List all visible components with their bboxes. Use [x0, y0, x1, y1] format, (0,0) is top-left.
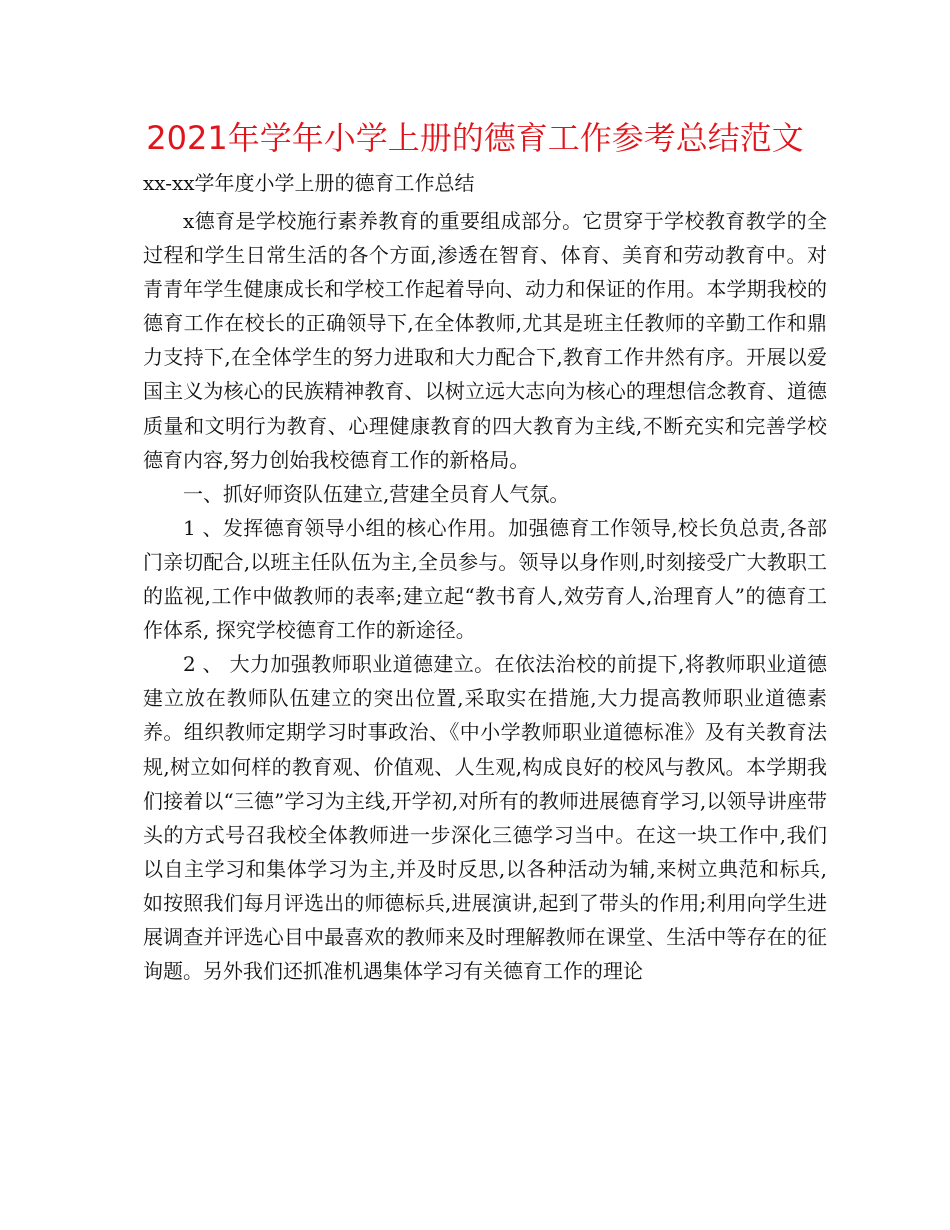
paragraph-section-heading: 一、抓好师资队伍建立,营建全员育人气氛。: [183, 481, 570, 506]
document-body: [143, 204, 827, 988]
paragraph-item-2: 2 、 大力加强教师职业道德建立。在依法治校的前提下,将教师职业道德建立放在教师队伍建立的突出位置,采取实在措施,大力提高教师职业道德素养。组织教师定期学习时事政治、《中小学教师职业道德标准》及有关教育法规,树立如何样的教育观、价值观、人生观,构成良好的校风与教风。本学期我们接着以“三德”学习为主线,开学初,对所有的教师进展德育学习,以领导讲座带头的方式号召我校全体教师进一步深化三德学习当中。在这一块工作中,我们以自主学习和集体学习为主,并及时反思,以各种活动为辅,来树立典范和标兵,如按照我们每月评选出的师德标兵,进展演讲,起到了带头的作用;利用向学生进展调查并评选心目中最喜欢的教师来及时理解教师在课堂、生活中等存在的征询题。另外我们还抓准机遇集体学习有关德育工作的理论: [143, 652, 827, 984]
paragraph-item-1: 1 、发挥德育领导小组的核心作用。加强德育工作领导,校长负总责,各部门亲切配合,以班主任队伍为主,全员参与。领导以身作则,时刻接受广大教职工的监视,工作中做教师的表率;建立起“教书育人,效劳育人,治理育人”的德育工作体系, 探究学校德育工作的新途径。: [143, 515, 827, 643]
document-title: 2021年学年小学上册的德育工作参考总结范文: [146, 119, 804, 157]
paragraph-intro: x德育是学校施行素养教育的重要组成部分。它贯穿于学校教育教学的全过程和学生日常生活的各个方面,渗透在智育、体育、美育和劳动教育中。对青青年学生健康成长和学校工作起着导向、动力和保证的作用。本学期我校的德育工作在校长的正确领导下,在全体教师,尤其是班主任教师的辛勤工作和鼎力支持下,在全体学生的努力进取和大力配合下,教育工作井然有序。开展以爱国主义为核心的民族精神教育、以树立远大志向为核心的理想信念教育、道德质量和文明行为教育、心理健康教育的四大教育为主线,不断充实和完善学校德育内容,努力创始我校德育工作的新格局。: [143, 209, 827, 472]
document-subtitle: xx-xx学年度小学上册的德育工作总结: [143, 171, 475, 195]
